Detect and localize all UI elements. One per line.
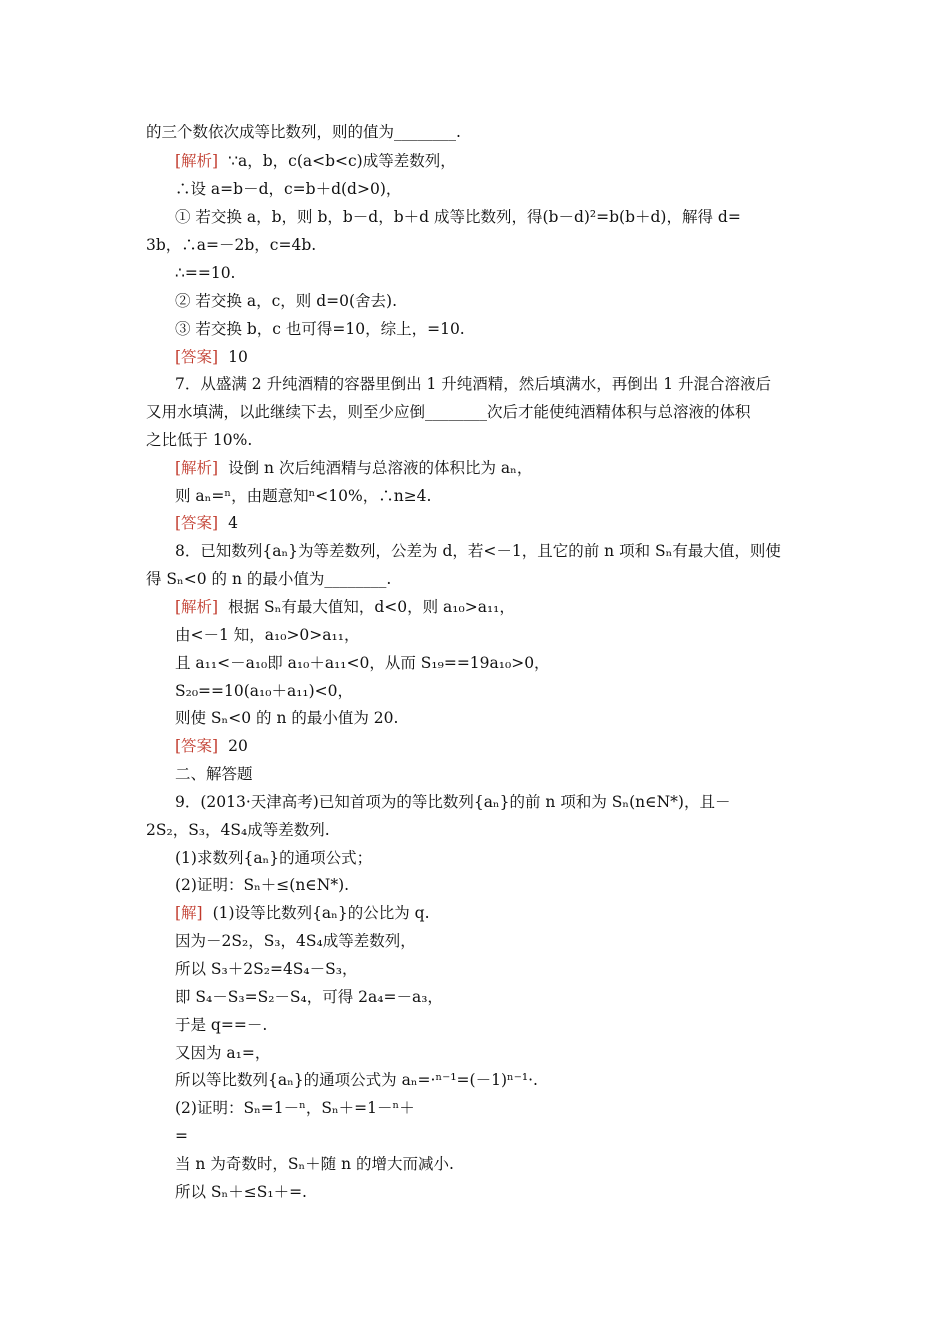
- text-line: 于是 q==－.: [175, 1016, 268, 1034]
- text-line: 又因为 a₁=，: [175, 1044, 271, 1062]
- text-line: (2)证明：Sₙ＋≤(n∈N*).: [175, 876, 350, 894]
- answer-tag: [答案]: [175, 514, 219, 532]
- text-line: 则使 Sₙ<0 的 n 的最小值为 20.: [175, 709, 399, 727]
- text-line: 因为－2S₂，S₃，4S₄成等差数列，: [175, 932, 416, 950]
- text-line: S₂₀==10(a₁₀＋a₁₁)<0，: [175, 682, 354, 700]
- section-tag: [解析]: [175, 459, 219, 477]
- text-line: (2)证明：Sₙ=1－ⁿ，Sₙ＋=1－ⁿ＋: [175, 1099, 415, 1117]
- text-line: [解析] 设倒 n 次后纯酒精与总溶液的体积比为 aₙ，: [175, 459, 533, 477]
- text-line: 得 Sₙ<0 的 n 的最小值为________.: [146, 570, 392, 588]
- text-line: 3b，∴a=－2b，c=4b.: [146, 236, 317, 254]
- text-line: 7．从盛满 2 升纯酒精的容器里倒出 1 升纯酒精，然后填满水，再倒出 1 升混合溶液后: [175, 375, 772, 393]
- text-line: 的三个数依次成等比数列，则的值为________.: [146, 123, 461, 141]
- section-tag: [解析]: [175, 598, 219, 616]
- text-line: 所以等比数列{aₙ}的通项公式为 aₙ=·ⁿ⁻¹=(－1)ⁿ⁻¹·.: [175, 1071, 538, 1089]
- text-line: 之比低于 10%.: [146, 431, 253, 449]
- text-line: [答案] 10: [175, 348, 248, 366]
- text-line: [答案] 4: [175, 514, 238, 532]
- section-heading: 二、解答题: [175, 765, 253, 783]
- text-line: 即 S₄－S₃=S₂－S₄，可得 2a₄=－a₃，: [175, 988, 443, 1006]
- text-line: (1)求数列{aₙ}的通项公式；: [175, 849, 373, 867]
- text-line: ② 若交换 a，c，则 d=0(舍去).: [175, 292, 397, 310]
- text-line: ∴设 a=b－d，c=b＋d(d>0)，: [175, 180, 402, 198]
- text-line: [答案] 20: [175, 737, 248, 755]
- text-line: ③ 若交换 b，c 也可得=10，综上，=10.: [175, 320, 465, 338]
- text-line: [解] (1)设等比数列{aₙ}的公比为 q.: [175, 904, 430, 922]
- text-line: 且 a₁₁<－a₁₀即 a₁₀＋a₁₁<0，从而 S₁₉==19a₁₀>0，: [175, 654, 550, 672]
- text-line: 9．(2013·天津高考)已知首项为的等比数列{aₙ}的前 n 项和为 Sₙ(n∈N*)，且－: [175, 793, 731, 811]
- answer-tag: [答案]: [175, 348, 219, 366]
- text-line: 又用水填满，以此继续下去，则至少应倒________次后才能使纯酒精体积与总溶液的体积: [146, 403, 751, 421]
- solution-tag: [解]: [175, 904, 203, 922]
- text-line: ∴==10.: [175, 264, 236, 282]
- text-line: 8．已知数列{aₙ}为等差数列，公差为 d，若<－1，且它的前 n 项和 Sₙ有最大值，则使: [175, 542, 781, 560]
- answer-tag: [答案]: [175, 737, 219, 755]
- text-line: 由<－1 知，a₁₀>0>a₁₁，: [175, 626, 360, 644]
- section-tag: [解析]: [175, 152, 219, 170]
- text-line: =: [175, 1127, 188, 1145]
- text-line: ① 若交换 a，b，则 b，b－d，b＋d 成等比数列，得(b－d)²=b(b＋d)，解得 d=: [175, 208, 741, 226]
- text-line: 当 n 为奇数时，Sₙ＋随 n 的增大而减小.: [175, 1155, 454, 1173]
- text-line: 2S₂，S₃，4S₄成等差数列.: [146, 821, 330, 839]
- text-line: [解析] 根据 Sₙ有最大值知，d<0，则 a₁₀>a₁₁，: [175, 598, 515, 616]
- text-line: 则 aₙ=ⁿ，由题意知ⁿ<10%，∴n≥4.: [175, 487, 432, 505]
- text-line: 所以 S₃＋2S₂=4S₄－S₃，: [175, 960, 358, 978]
- text-line: [解析] ∵a，b，c(a<b<c)成等差数列，: [175, 152, 456, 170]
- text-line: 所以 Sₙ＋≤S₁＋=.: [175, 1183, 307, 1201]
